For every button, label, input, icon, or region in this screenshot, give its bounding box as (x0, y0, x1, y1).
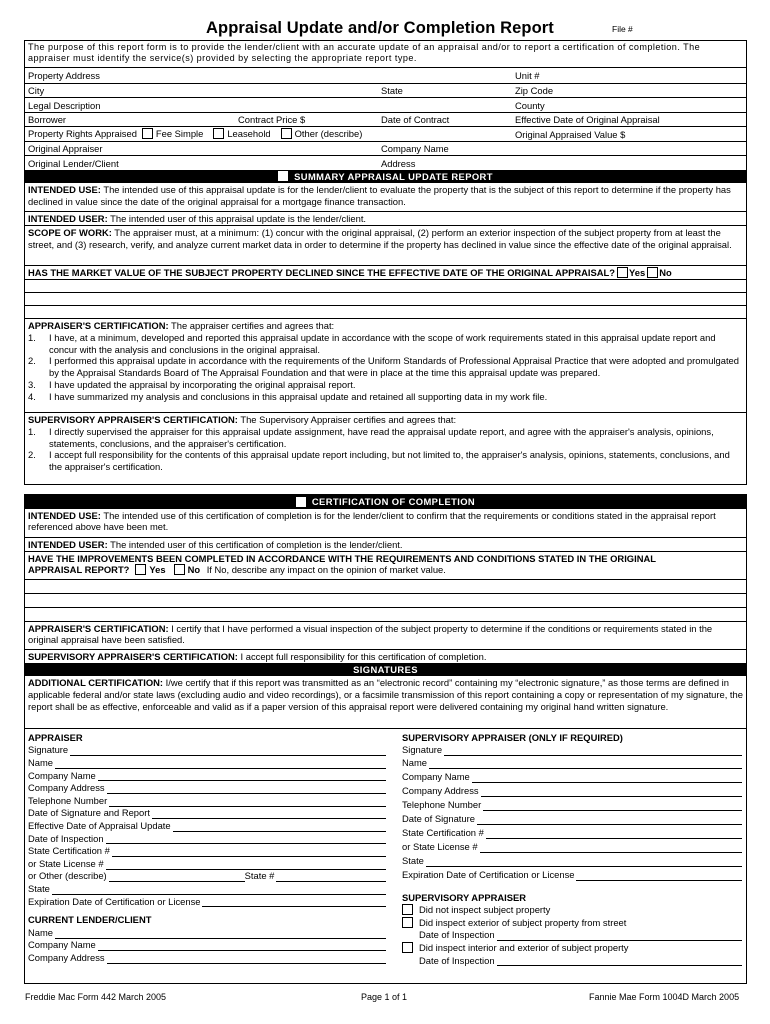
appraiser-name-field[interactable]: Name (28, 756, 386, 769)
appraiser-company-name-field[interactable]: Company Name (28, 769, 386, 782)
completion-cert-label: APPRAISER'S CERTIFICATION: (28, 622, 169, 634)
supervisory-cert-label: SUPERVISORY APPRAISER'S CERTIFICATION: (28, 414, 238, 425)
appraiser-expiration-field[interactable]: Expiration Date of Certification or License (28, 895, 386, 908)
signatures-bar-title: SIGNATURES (353, 663, 418, 675)
footer-freddie-mac: Freddie Mac Form 442 March 2005 (25, 992, 167, 1002)
completion-comment-line-3[interactable] (25, 607, 746, 621)
completion-supervisory-cert (25, 649, 746, 663)
other-describe-label: Other (describe) (294, 127, 363, 139)
other-rights-checkbox[interactable] (281, 128, 292, 139)
supervisory-cert-intro: The Supervisory Appraiser certifies and agrees that: (240, 414, 457, 425)
appraiser-other-field[interactable]: or Other (describe) State # (28, 870, 386, 883)
completion-appraiser-cert (25, 621, 746, 649)
appraiser-effective-date-field[interactable]: Effective Date of Appraisal Update (28, 819, 386, 832)
additional-cert-label: ADDITIONAL CERTIFICATION: (28, 677, 164, 688)
city-field[interactable]: City (28, 85, 45, 96)
completed-no-label: No (187, 564, 201, 576)
fee-simple-label: Fee Simple (155, 127, 204, 139)
original-appraised-value-field[interactable]: Original Appraised Value $ (515, 128, 626, 140)
supervisory-cert-list (25, 426, 746, 473)
summary-bar-title: SUMMARY APPRAISAL UPDATE REPORT (294, 170, 493, 182)
cert-item: 1. I have, at a minimum, developed and reported this appraisal update in accordance with the scope of work requirements stated in this appraisal update report and concur with the analysis and conclusions in the original appraisal. (28, 331, 716, 355)
completed-yes-checkbox[interactable] (135, 564, 146, 575)
completion-intended-use-text: The intended use of this certification of completion is for the lender/client to confirm that the requirements or conditions stated in the appraisal report referenced above have been met. (28, 509, 716, 533)
lender-company-address-field[interactable]: Company Address (28, 951, 386, 964)
form-header (24, 18, 747, 40)
completion-section-bar (25, 495, 746, 509)
row-original-appraiser (25, 141, 746, 156)
interior-option (402, 941, 742, 954)
leasehold-checkbox[interactable] (213, 128, 224, 139)
supervisor-state-field[interactable]: State (402, 853, 742, 867)
appraiser-signature-block (28, 731, 386, 964)
county-field[interactable]: County (515, 99, 545, 111)
borrower-field[interactable]: Borrower (28, 114, 67, 125)
appraiser-state-field[interactable]: State (28, 882, 386, 895)
exterior-date-of-inspection-field[interactable]: Date of Inspection (402, 929, 742, 942)
not-inspect-option (402, 903, 742, 916)
intro-text: The purpose of this report form is to provide the lender/client with an accurate update of an appraisal and/or to report a certification of completion. The appraiser must identify the service(s) provided by selecting the appropriate report type. (28, 42, 701, 64)
row-original-lender (25, 155, 746, 170)
appraiser-state-cert-field[interactable]: State Certification # (28, 844, 386, 857)
supervisor-state-license-field[interactable]: or State License # (402, 839, 742, 853)
appraiser-telephone-field[interactable]: Telephone Number (28, 794, 386, 807)
comment-line-1[interactable] (25, 279, 746, 292)
supervisor-state-cert-field[interactable]: State Certification # (402, 825, 742, 839)
appraiser-cert-label: APPRAISER'S CERTIFICATION: (28, 320, 169, 331)
declined-no-label: No (659, 267, 672, 278)
appraiser-heading: APPRAISER (28, 731, 83, 743)
company-name-field[interactable]: Company Name (381, 143, 449, 154)
appraiser-date-of-signature-field[interactable]: Date of Signature and Report (28, 807, 386, 820)
declined-no-checkbox[interactable] (647, 267, 658, 278)
completion-comment-line-1[interactable] (25, 579, 746, 593)
appraiser-company-address-field[interactable]: Company Address (28, 781, 386, 794)
supervisor-company-name-field[interactable]: Company Name (402, 769, 742, 783)
leasehold-label: Leasehold (227, 127, 271, 139)
row-city (25, 83, 746, 98)
completion-report-checkbox[interactable] (296, 497, 306, 507)
original-lender-field[interactable]: Original Lender/Client (28, 157, 119, 169)
supervisor-subheading: SUPERVISORY APPRAISER (402, 891, 526, 903)
supervisor-expiration-field[interactable]: Expiration Date of Certification or License (402, 867, 742, 881)
improvements-question-line2: APPRAISAL REPORT? (28, 564, 130, 576)
summary-report-checkbox[interactable] (278, 171, 288, 181)
completion-intended-user (25, 537, 746, 551)
date-of-contract-field[interactable]: Date of Contract (381, 114, 450, 125)
lender-address-field[interactable]: Address (381, 157, 416, 169)
signatures-section-bar (25, 663, 746, 677)
exterior-option (402, 916, 742, 929)
completion-intended-user-text: The intended user of this certification of completion is the lender/client. (110, 538, 403, 550)
lender-heading: CURRENT LENDER/CLIENT (28, 914, 152, 926)
scope-of-work-text: The appraiser must, at a minimum: (1) concur with the original appraisal, (2) perform an exterior inspection of the subject property from at least the street, and (3) research, verify, and analyze current market data in order to determine if the property has declined in value since the effective date of the original appraisal. (28, 227, 732, 250)
zip-field[interactable]: Zip Code (515, 85, 554, 96)
property-info-grid (25, 67, 746, 170)
legal-description-field[interactable]: Legal Description (28, 99, 101, 111)
appraiser-date-of-inspection-field[interactable]: Date of Inspection (28, 832, 386, 845)
cert-item: 2. I performed this appraisal update in accordance with the requirements of the Uniform Standards of Professional Appraisal Practice that were adopted and promulgated by the Appraisal Standards Board of The Appraisal Foundation and that were in place at the time this appraisal update was prepared. (28, 355, 739, 378)
completed-yes-label: Yes (149, 564, 166, 576)
lender-company-name-field[interactable]: Company Name (28, 939, 386, 952)
appraiser-state-number-label: State # (244, 870, 275, 882)
completion-section (24, 494, 747, 984)
footer-page-number: Page 1 of 1 (361, 992, 408, 1002)
comment-line-2[interactable] (25, 292, 746, 305)
fee-simple-checkbox[interactable] (142, 128, 153, 139)
update-report-section (24, 40, 747, 485)
sup-cert-item: 2. I accept full responsibility for the contents of this appraisal update report including, but not limited to, the appraiser's analysis, opinions, statements, conclusions, and the appraiser's certification. (28, 449, 730, 472)
completed-no-checkbox[interactable] (174, 564, 185, 575)
row-property-address (25, 68, 746, 83)
if-no-describe: If No, describe any impact on the opinion of market value. (206, 564, 446, 576)
interior-checkbox[interactable] (402, 942, 413, 953)
interior-label: Did inspect interior and exterior of subject property (419, 942, 629, 953)
state-field[interactable]: State (381, 85, 403, 96)
interior-date-of-inspection-field[interactable]: Date of Inspection (402, 954, 742, 967)
additional-certification (25, 676, 746, 728)
exterior-checkbox[interactable] (402, 917, 413, 928)
scope-of-work-label: SCOPE OF WORK: (28, 227, 112, 238)
not-inspect-label: Did not inspect subject property (419, 904, 551, 916)
row-property-rights (25, 126, 746, 141)
supervisory-certification (25, 412, 746, 473)
appraiser-cert-intro: The appraiser certifies and agrees that: (171, 320, 335, 331)
signature-columns (25, 728, 746, 974)
effective-date-original-field[interactable]: Effective Date of Original Appraisal (515, 114, 660, 125)
unit-field[interactable]: Unit # (515, 69, 540, 81)
row-legal (25, 97, 746, 112)
declined-yes-label: Yes (629, 267, 646, 278)
property-rights-label: Property Rights Appraised (28, 127, 137, 139)
property-address-field[interactable]: Property Address (28, 69, 100, 81)
file-number-label: File # (612, 24, 633, 34)
declined-yes-checkbox[interactable] (617, 267, 628, 278)
footer-fannie-mae: Fannie Mae Form 1004D March 2005 (589, 992, 740, 1002)
improvements-question (25, 551, 746, 579)
exterior-label: Did inspect exterior of subject property from street (419, 916, 627, 928)
appraiser-state-license-field[interactable]: or State License # (28, 857, 386, 870)
intended-user-label: INTENDED USER: (28, 213, 108, 224)
not-inspect-checkbox[interactable] (402, 904, 413, 915)
page-title: Appraisal Update and/or Completion Report (206, 19, 554, 37)
lender-name-field[interactable]: Name (28, 926, 386, 939)
sup-cert-item: 1. I directly supervised the appraiser for this appraisal update assignment, have read the appraisal update report, and agree with the appraiser's analysis, opinions, statements, conclusions, and the appraiser's certification. (28, 425, 714, 449)
completion-intended-use (25, 509, 746, 537)
completion-sup-cert-label: SUPERVISORY APPRAISER'S CERTIFICATION: (28, 650, 238, 662)
completion-comment-line-2[interactable] (25, 593, 746, 607)
appraiser-signature-field[interactable]: Signature (28, 744, 386, 757)
intended-use-label: INTENDED USE: (28, 184, 101, 195)
improvements-question-line1: HAVE THE IMPROVEMENTS BEEN COMPLETED IN ACCORDANCE WITH THE REQUIREMENTS AND CONDITIONS STATED IN THE ORIGINAL (28, 552, 656, 564)
completion-intended-user-label: INTENDED USER: (28, 538, 108, 550)
appraiser-certification (25, 318, 746, 412)
supervisor-signature-field[interactable]: Signature (402, 744, 742, 757)
cert-item: 3. I have updated the appraisal by incorporating the original appraisal report. (28, 378, 356, 390)
additional-cert-text: I/we certify that if this report was transmitted as an “electronic record” containing my “electronic signature,” as those terms are defined in applicable federal and/or state laws (excluding audio and video recordings), or a facsimile transmission of this report containing a copy or representation of my signature, the report shall be as effective, enforceable and valid as if a paper version of this appraisal report were delivered containing my original hand written signature. (28, 677, 743, 712)
comment-line-3[interactable] (25, 305, 746, 318)
row-borrower (25, 112, 746, 127)
supervisor-signature-block (402, 731, 742, 966)
intended-use-text: The intended use of this appraisal update is for the lender/client to evaluate the property that is the subject of this report to determine if the property has declined in value since the date of the original appraisal for a mortgage finance transaction. (28, 184, 731, 207)
scope-of-work (25, 225, 746, 265)
intended-user-text: The intended user of this appraisal update is the lender/client. (110, 213, 367, 224)
completion-intended-use-label: INTENDED USE: (28, 509, 101, 521)
supervisor-telephone-field[interactable]: Telephone Number (402, 797, 742, 811)
completion-cert-text: I certify that I have performed a visual inspection of the subject property to determine if the conditions or requirements stated in the original appraisal have been satisfied. (28, 622, 713, 646)
summary-intended-user (25, 211, 746, 225)
summary-section-bar (25, 170, 746, 184)
appraiser-cert-list (25, 332, 746, 403)
supervisor-name-field[interactable]: Name (402, 756, 742, 769)
cert-item: 4. I have summarized my analysis and conclusions in this appraisal update and retained all supporting data in my work file. (28, 390, 548, 402)
summary-intended-use (25, 183, 746, 211)
supervisor-company-address-field[interactable]: Company Address (402, 783, 742, 797)
completion-bar-title: CERTIFICATION OF COMPLETION (311, 496, 476, 507)
supervisor-date-of-signature-field[interactable]: Date of Signature (402, 811, 742, 825)
supervisor-heading: SUPERVISORY APPRAISER (ONLY IF REQUIRED) (402, 731, 623, 743)
completion-sup-cert-text: I accept full responsibility for this certification of completion. (240, 650, 487, 662)
market-value-question-text: HAS THE MARKET VALUE OF THE SUBJECT PROPERTY DECLINED SINCE THE EFFECTIVE DATE OF THE ORIGINAL APPRAISAL? (28, 267, 616, 278)
original-appraiser-field[interactable]: Original Appraiser (28, 143, 103, 154)
contract-price-field[interactable]: Contract Price $ (238, 114, 306, 125)
market-value-question (25, 265, 746, 279)
